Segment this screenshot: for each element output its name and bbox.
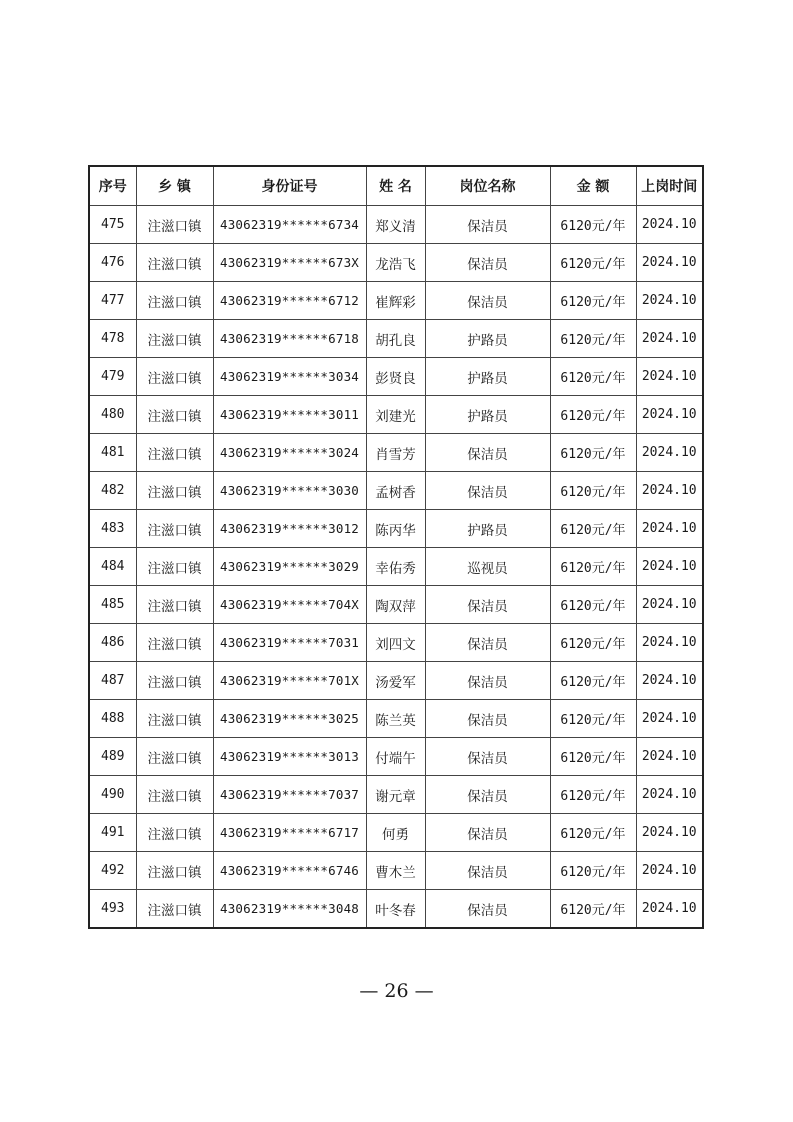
cell-position: 保洁员 bbox=[425, 738, 550, 776]
cell-start-date: 2024.10 bbox=[636, 700, 703, 738]
cell-amount: 6120元/年 bbox=[550, 434, 636, 472]
header-id-number: 身份证号 bbox=[213, 166, 366, 206]
cell-start-date: 2024.10 bbox=[636, 206, 703, 244]
cell-township: 注滋口镇 bbox=[136, 472, 213, 510]
cell-position: 护路员 bbox=[425, 510, 550, 548]
cell-start-date: 2024.10 bbox=[636, 244, 703, 282]
cell-index: 475 bbox=[89, 206, 136, 244]
cell-position: 保洁员 bbox=[425, 624, 550, 662]
table-row bbox=[89, 890, 703, 929]
cell-index: 486 bbox=[89, 624, 136, 662]
cell-name: 崔辉彩 bbox=[366, 282, 425, 320]
table-row bbox=[89, 396, 703, 434]
cell-position: 保洁员 bbox=[425, 662, 550, 700]
cell-township: 注滋口镇 bbox=[136, 510, 213, 548]
cell-amount: 6120元/年 bbox=[550, 890, 636, 929]
cell-position: 护路员 bbox=[425, 320, 550, 358]
cell-id-number: 43062319******673X bbox=[213, 244, 366, 282]
cell-id-number: 43062319******6746 bbox=[213, 852, 366, 890]
cell-township: 注滋口镇 bbox=[136, 890, 213, 929]
header-index: 序号 bbox=[89, 166, 136, 206]
cell-township: 注滋口镇 bbox=[136, 662, 213, 700]
table-row bbox=[89, 510, 703, 548]
cell-id-number: 43062319******701X bbox=[213, 662, 366, 700]
table-row bbox=[89, 738, 703, 776]
header-position: 岗位名称 bbox=[425, 166, 550, 206]
cell-index: 485 bbox=[89, 586, 136, 624]
cell-name: 谢元章 bbox=[366, 776, 425, 814]
cell-amount: 6120元/年 bbox=[550, 624, 636, 662]
table-row bbox=[89, 586, 703, 624]
cell-id-number: 43062319******6712 bbox=[213, 282, 366, 320]
cell-township: 注滋口镇 bbox=[136, 206, 213, 244]
cell-id-number: 43062319******3012 bbox=[213, 510, 366, 548]
cell-township: 注滋口镇 bbox=[136, 624, 213, 662]
cell-township: 注滋口镇 bbox=[136, 852, 213, 890]
table-row bbox=[89, 852, 703, 890]
page-number: — 26 — bbox=[359, 980, 434, 1002]
cell-index: 490 bbox=[89, 776, 136, 814]
cell-position: 保洁员 bbox=[425, 852, 550, 890]
header-township: 乡 镇 bbox=[136, 166, 213, 206]
cell-id-number: 43062319******3034 bbox=[213, 358, 366, 396]
cell-name: 刘建光 bbox=[366, 396, 425, 434]
cell-name: 叶冬春 bbox=[366, 890, 425, 929]
cell-id-number: 43062319******3029 bbox=[213, 548, 366, 586]
cell-id-number: 43062319******6717 bbox=[213, 814, 366, 852]
cell-name: 郑义清 bbox=[366, 206, 425, 244]
cell-index: 491 bbox=[89, 814, 136, 852]
cell-position: 护路员 bbox=[425, 358, 550, 396]
cell-name: 胡孔良 bbox=[366, 320, 425, 358]
cell-index: 487 bbox=[89, 662, 136, 700]
table-row bbox=[89, 282, 703, 320]
cell-position: 保洁员 bbox=[425, 814, 550, 852]
cell-township: 注滋口镇 bbox=[136, 586, 213, 624]
table-row bbox=[89, 814, 703, 852]
cell-index: 483 bbox=[89, 510, 136, 548]
cell-name: 孟树香 bbox=[366, 472, 425, 510]
cell-id-number: 43062319******3013 bbox=[213, 738, 366, 776]
cell-start-date: 2024.10 bbox=[636, 890, 703, 929]
cell-name: 陶双萍 bbox=[366, 586, 425, 624]
cell-amount: 6120元/年 bbox=[550, 776, 636, 814]
cell-name: 陈丙华 bbox=[366, 510, 425, 548]
table-row bbox=[89, 776, 703, 814]
cell-id-number: 43062319******3024 bbox=[213, 434, 366, 472]
cell-amount: 6120元/年 bbox=[550, 586, 636, 624]
cell-id-number: 43062319******6734 bbox=[213, 206, 366, 244]
cell-id-number: 43062319******3011 bbox=[213, 396, 366, 434]
cell-start-date: 2024.10 bbox=[636, 814, 703, 852]
cell-amount: 6120元/年 bbox=[550, 282, 636, 320]
cell-start-date: 2024.10 bbox=[636, 852, 703, 890]
cell-start-date: 2024.10 bbox=[636, 282, 703, 320]
cell-position: 保洁员 bbox=[425, 434, 550, 472]
cell-start-date: 2024.10 bbox=[636, 358, 703, 396]
cell-index: 489 bbox=[89, 738, 136, 776]
cell-position: 保洁员 bbox=[425, 244, 550, 282]
cell-position: 保洁员 bbox=[425, 890, 550, 929]
cell-position: 保洁员 bbox=[425, 206, 550, 244]
cell-amount: 6120元/年 bbox=[550, 358, 636, 396]
cell-amount: 6120元/年 bbox=[550, 548, 636, 586]
cell-id-number: 43062319******7037 bbox=[213, 776, 366, 814]
cell-name: 汤爱军 bbox=[366, 662, 425, 700]
cell-index: 493 bbox=[89, 890, 136, 929]
cell-index: 476 bbox=[89, 244, 136, 282]
header-start-date: 上岗时间 bbox=[636, 166, 703, 206]
cell-name: 肖雪芳 bbox=[366, 434, 425, 472]
cell-start-date: 2024.10 bbox=[636, 396, 703, 434]
cell-township: 注滋口镇 bbox=[136, 548, 213, 586]
cell-index: 484 bbox=[89, 548, 136, 586]
cell-name: 龙浩飞 bbox=[366, 244, 425, 282]
cell-start-date: 2024.10 bbox=[636, 510, 703, 548]
cell-township: 注滋口镇 bbox=[136, 244, 213, 282]
cell-amount: 6120元/年 bbox=[550, 396, 636, 434]
cell-name: 曹木兰 bbox=[366, 852, 425, 890]
table-row bbox=[89, 358, 703, 396]
cell-position: 护路员 bbox=[425, 396, 550, 434]
cell-start-date: 2024.10 bbox=[636, 776, 703, 814]
cell-amount: 6120元/年 bbox=[550, 738, 636, 776]
cell-id-number: 43062319******6718 bbox=[213, 320, 366, 358]
cell-index: 478 bbox=[89, 320, 136, 358]
cell-township: 注滋口镇 bbox=[136, 282, 213, 320]
personnel-table bbox=[88, 165, 704, 929]
cell-start-date: 2024.10 bbox=[636, 586, 703, 624]
table-row bbox=[89, 244, 703, 282]
cell-township: 注滋口镇 bbox=[136, 738, 213, 776]
table-row bbox=[89, 548, 703, 586]
cell-amount: 6120元/年 bbox=[550, 206, 636, 244]
cell-index: 481 bbox=[89, 434, 136, 472]
cell-amount: 6120元/年 bbox=[550, 320, 636, 358]
table-row bbox=[89, 700, 703, 738]
cell-position: 巡视员 bbox=[425, 548, 550, 586]
cell-name: 陈兰英 bbox=[366, 700, 425, 738]
cell-name: 付端午 bbox=[366, 738, 425, 776]
cell-index: 492 bbox=[89, 852, 136, 890]
cell-township: 注滋口镇 bbox=[136, 358, 213, 396]
table-body bbox=[89, 206, 703, 929]
cell-amount: 6120元/年 bbox=[550, 510, 636, 548]
cell-name: 彭贤良 bbox=[366, 358, 425, 396]
cell-position: 保洁员 bbox=[425, 472, 550, 510]
cell-start-date: 2024.10 bbox=[636, 320, 703, 358]
cell-township: 注滋口镇 bbox=[136, 434, 213, 472]
cell-township: 注滋口镇 bbox=[136, 320, 213, 358]
cell-start-date: 2024.10 bbox=[636, 472, 703, 510]
cell-name: 幸佑秀 bbox=[366, 548, 425, 586]
cell-id-number: 43062319******3030 bbox=[213, 472, 366, 510]
header-name: 姓 名 bbox=[366, 166, 425, 206]
table-row bbox=[89, 320, 703, 358]
cell-position: 保洁员 bbox=[425, 282, 550, 320]
table-row bbox=[89, 472, 703, 510]
cell-amount: 6120元/年 bbox=[550, 852, 636, 890]
header-amount: 金 额 bbox=[550, 166, 636, 206]
cell-township: 注滋口镇 bbox=[136, 396, 213, 434]
table-row bbox=[89, 624, 703, 662]
cell-amount: 6120元/年 bbox=[550, 472, 636, 510]
table-row bbox=[89, 662, 703, 700]
cell-index: 477 bbox=[89, 282, 136, 320]
cell-start-date: 2024.10 bbox=[636, 738, 703, 776]
cell-amount: 6120元/年 bbox=[550, 244, 636, 282]
cell-position: 保洁员 bbox=[425, 586, 550, 624]
cell-amount: 6120元/年 bbox=[550, 814, 636, 852]
cell-township: 注滋口镇 bbox=[136, 700, 213, 738]
cell-township: 注滋口镇 bbox=[136, 776, 213, 814]
cell-start-date: 2024.10 bbox=[636, 548, 703, 586]
cell-amount: 6120元/年 bbox=[550, 662, 636, 700]
cell-position: 保洁员 bbox=[425, 700, 550, 738]
table-row bbox=[89, 206, 703, 244]
cell-start-date: 2024.10 bbox=[636, 434, 703, 472]
cell-name: 刘四文 bbox=[366, 624, 425, 662]
cell-name: 何勇 bbox=[366, 814, 425, 852]
table-row bbox=[89, 434, 703, 472]
cell-index: 480 bbox=[89, 396, 136, 434]
cell-start-date: 2024.10 bbox=[636, 662, 703, 700]
cell-position: 保洁员 bbox=[425, 776, 550, 814]
cell-amount: 6120元/年 bbox=[550, 700, 636, 738]
cell-index: 488 bbox=[89, 700, 136, 738]
cell-id-number: 43062319******704X bbox=[213, 586, 366, 624]
cell-township: 注滋口镇 bbox=[136, 814, 213, 852]
table-header-row bbox=[89, 166, 703, 206]
cell-start-date: 2024.10 bbox=[636, 624, 703, 662]
cell-id-number: 43062319******7031 bbox=[213, 624, 366, 662]
cell-index: 479 bbox=[89, 358, 136, 396]
cell-id-number: 43062319******3025 bbox=[213, 700, 366, 738]
cell-index: 482 bbox=[89, 472, 136, 510]
cell-id-number: 43062319******3048 bbox=[213, 890, 366, 929]
